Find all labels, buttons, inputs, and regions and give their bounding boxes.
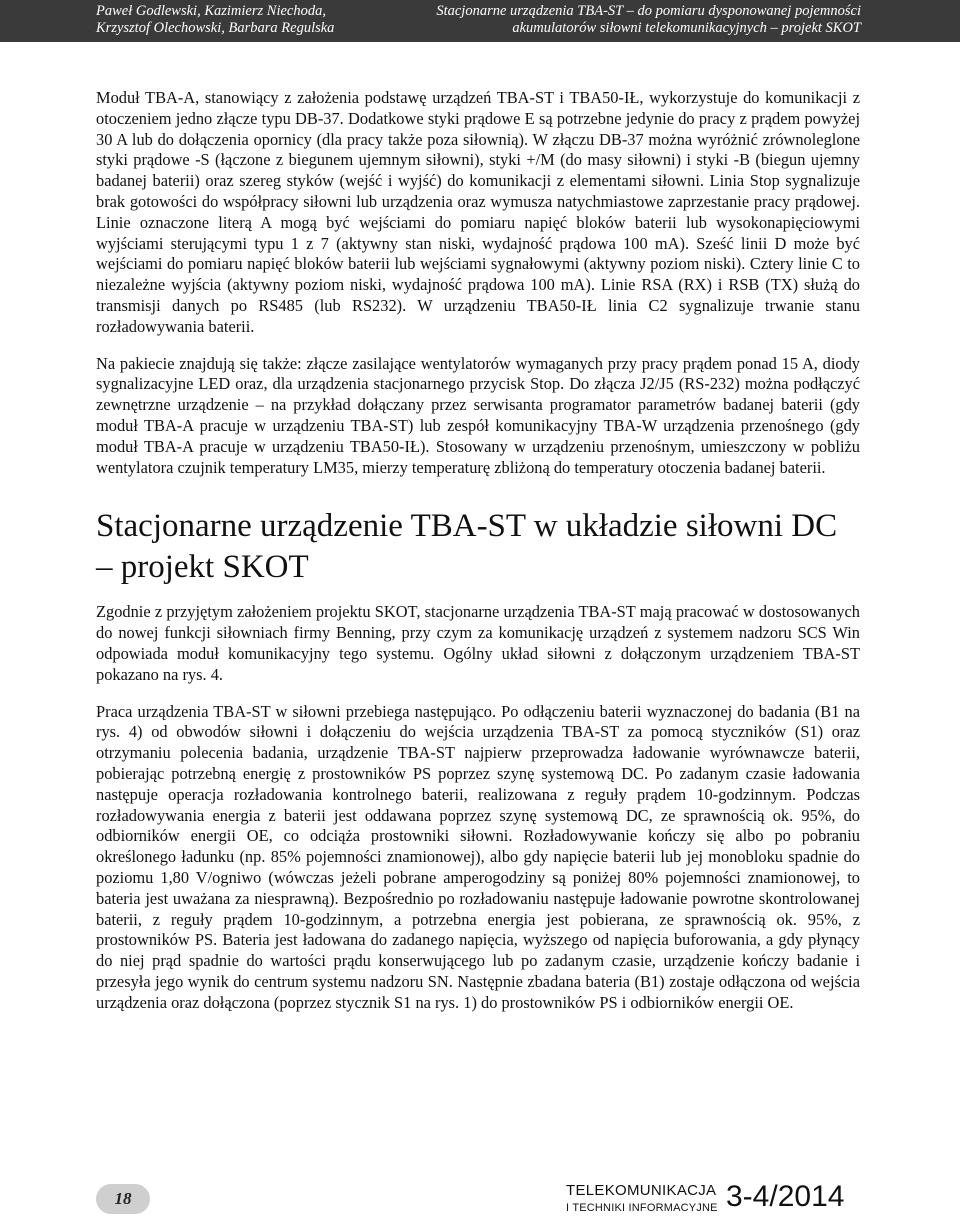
paragraph-1: Moduł TBA-A, stanowiący z założenia podstawę urządzeń TBA-ST i TBA50-IŁ, wykorzystuje do komunikacji z otoczeniem jedno złącze typu DB-37. Dodatkowe styki prądowe E są potrzebne jedynie do pracy z prądem powyżej 30 A lub do dołączenia opornicy (dla pracy także poza siłownią). W złączu DB-37 można wyróżnić zrównoleglone styki prądowe -S (łączone z biegunem ujemnym siłowni), styki +/M (do masy siłowni) i styki -B (biegun ujemny badanej baterii) oraz szereg styków (wejść i wyjść) do komunikacji z elementami siłowni. Linia Stop sygnalizuje brak gotowości do współpracy siłowni lub urządzenia oraz wymusza natychmiastowe zaprzestanie pracy prądowej. Linie oznaczone literą A mogą być wejściami do pomiaru napięć bloków baterii lub wysokonapięciowymi wyjściami sterującymi typu 1 z 7 (aktywny stan niski, wydajność prądowa 100 mA). Sześć linii D może być wejściami do pomiaru napięć bloków baterii lub wejściami sygnałowymi (aktywny poziom niski). Cztery linie C to niezależne wyjścia (aktywny poziom niski, wydajność prądowa 100 mA). Linie RSA (RX) i RSB (TX) służą do transmisji danych po RS485 (lub RS232). W urządzeniu TBA50-IŁ linia C2 sygnalizuje trwanie stanu rozładowywania baterii. [96, 88, 860, 336]
page-footer [0, 1176, 960, 1216]
header-title-line2: akumulatorów siłowni telekomunikacyjnych – projekt SKOT [512, 20, 861, 36]
header-title-line1: Stacjonarne urządzenia TBA-ST – do pomiaru dysponowanej pojemności [436, 3, 861, 19]
header-authors [96, 3, 334, 37]
header-authors-line2: Krzysztof Olechowski, Barbara Regulska [96, 20, 335, 36]
page-number: 18 [96, 1184, 150, 1214]
paragraph-4: Praca urządzenia TBA-ST w siłowni przebiega następująco. Po odłączeniu baterii wyznaczonej do badania (B1 na rys. 4) od obwodów siłowni i dołączeniu do wejścia urządzenia TBA-ST za pomocą styczników (S1) oraz otrzymaniu polecenia badania, urządzenie TBA-ST najpierw przeprowadza ładowanie wyrównawcze baterii, pobierając potrzebną energię z prostowników PS poprzez szynę systemową DC. Po zadanym czasie ładowania następuje operacja rozładowania kontrolnego baterii, realizowana z reguły prądem 10-godzinnym. Podczas rozładowywania energia z baterii jest oddawana poprzez szynę systemową DC, ze sprawnością ok. 95%, do odbiorników energii OE, co odciąża prostowniki siłowni. Rozładowywanie kończy się albo po pobraniu określonego ładunku (np. 85% pojemności znamionowej), albo gdy napięcie baterii lub jej monobloku spadnie do poziomu 1,80 V/ogniwo (wówczas jeżeli pobrane amperogodziny są poniżej 80% pojemności znamionowej, to bateria jest uważana za niesprawną). Bezpośrednio po rozładowaniu następuje ładowanie powrotne skontrolowanej baterii, z reguły prądem 10-godzinnym, a potrzebna energia jest pobierana, ze sprawnością ok. 95%, z prostowników PS. Bateria jest ładowana do zadanego napięcia, wyższego od napięcia buforowania, a gdy płynący do niej prąd spadnie do wartości prądu konserwującego lub po zadanym czasie, urządzenie kończy badanie i przesyła jego wynik do centrum systemu nadzoru SN. Następnie zbadana bateria (B1) zostaje odłączona od wejścia urządzenia oraz dołączona (poprzez stycznik S1 na rys. 1) do prostowników PS i odbiorników energii OE. [96, 701, 860, 1012]
running-header [0, 0, 960, 42]
journal-name-line2: I TECHNIKI INFORMACYJNE [566, 1202, 718, 1214]
paragraph-2: Na pakiecie znajdują się także: złącze zasilające wentylatorów wymaganych przy pracy prądem ponad 15 A, diody sygnalizacyjne LED oraz, dla urządzenia stacjonarnego przycisk Stop. Do złącza J2/J5 (RS-232) można podłączyć zewnętrzne urządzenie – na przykład dołączany przez serwisanta programator parametrów badanej baterii (gdy moduł TBA-A pracuje w urządzeniu TBA-ST) lub zespół komunikacyjny TBA-W urządzenia przenośnego (gdy moduł TBA-A pracuje w urządzeniu TBA50-IŁ). Stosowany w urządzeniu przenośnym, umieszczony w pobliżu wentylatora czujnik temperatury LM35, mierzy temperaturę zbliżoną do temperatury otoczenia badanej baterii. [96, 353, 860, 477]
issue-number: 3-4/2014 [726, 1180, 845, 1213]
header-article-title [436, 3, 861, 37]
section-heading: Stacjonarne urządzenie TBA-ST w układzie siłowni DC – projekt SKOT [96, 508, 838, 586]
paragraph-3: Zgodnie z przyjętym założeniem projektu SKOT, stacjonarne urządzenia TBA-ST mają pracować w dostosowanych do nowej funkcji siłowniach firmy Benning, przy czym za komunikację urządzeń z systemem nadzoru SCS Win odpowiada moduł komunikacyjny tego systemu. Ogólny układ siłowni z dołączonym urządzeniem TBA-ST pokazano na rys. 4. [96, 602, 860, 684]
article-body [96, 88, 860, 1013]
journal-name-line1: TELEKOMUNIKACJA [566, 1182, 717, 1199]
header-authors-line1: Paweł Godlewski, Kazimierz Niechoda, [96, 3, 326, 19]
